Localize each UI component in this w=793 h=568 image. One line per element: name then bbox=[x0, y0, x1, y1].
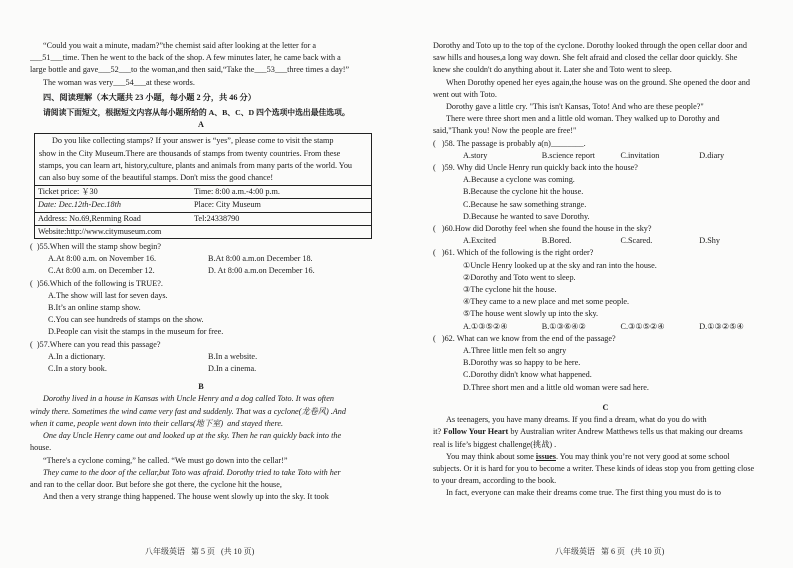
option: C.Scared. bbox=[620, 236, 653, 246]
passage-b-cont-line: There were three short men and a little old woman. They walked up to Dorothy and bbox=[446, 114, 720, 124]
option: B.At 8:00 a.m.on December 18. bbox=[208, 254, 313, 264]
ad-line: show in the City Museum.There are thousands of stamps from twenty countries. From these bbox=[39, 148, 341, 158]
option: B.science report bbox=[541, 150, 595, 160]
text: You may think about some bbox=[446, 451, 536, 461]
passage-b-cont-line: went out with Toto. bbox=[433, 89, 497, 99]
q57-options bbox=[30, 363, 372, 375]
option: C.③①⑤②④ bbox=[620, 321, 665, 331]
option: D.Three short men and a little old woman were sad here. bbox=[463, 382, 649, 392]
ad-line: stamps, you can learn art, history,culture, plants and animals from many parts of the world. You bbox=[39, 160, 353, 170]
question-59: ( )59. Why did Uncle Henry run quickly back into the house? bbox=[433, 163, 638, 173]
show-time: Time: 8:00 a.m.-4:00 p.m. bbox=[194, 187, 280, 197]
order-item: ④They came to a new place and met some people. bbox=[463, 297, 630, 307]
passage-b-line: and ran to the cellar door. But before she got there, the cyclone hit the house, bbox=[30, 479, 282, 489]
question-57: ( )57.Where can you read this passage? bbox=[30, 339, 161, 349]
option: B.Dorothy was so happy to be here. bbox=[463, 358, 581, 368]
passage-b-line: house. bbox=[30, 443, 52, 453]
passage-b-line: when it came, people went down into their cellars(地下室) and stayed there. bbox=[30, 418, 284, 428]
right-page-footer: 八年级英语 第 6 页 (共 10 页) bbox=[555, 547, 665, 556]
q55-options bbox=[30, 265, 372, 277]
option: B.Bored. bbox=[541, 236, 572, 246]
order-item: ⑤The house went slowly up into the sky. bbox=[463, 309, 599, 319]
passage-b-line: windy there. Sometimes the wind came very fast and suddenly. That was a cyclone(龙卷风) .And bbox=[30, 406, 346, 416]
passage-b-line: Dorothy lived in a house in Kansas with Uncle Henry and a dog called Toto. It was often bbox=[43, 394, 334, 404]
option: D.In a cinema. bbox=[208, 364, 257, 374]
option: A.Excited bbox=[463, 236, 496, 246]
text: by Australian writer Andrew Matthews tells us that making our dreams bbox=[508, 427, 743, 437]
option: B.Because the cyclone hit the house. bbox=[463, 187, 584, 197]
address: Address: No.69,Renming Road bbox=[38, 213, 141, 223]
website: Website:http://www.citymuseum.com bbox=[38, 226, 162, 236]
option: A.Three little men felt so angry bbox=[463, 346, 567, 356]
passage-b-line: One day Uncle Henry came out and looked up at the sky. Then he ran quickly back into the bbox=[43, 431, 342, 441]
left-page bbox=[30, 40, 372, 503]
option: D.diary bbox=[699, 150, 725, 160]
passage-c-line bbox=[433, 426, 778, 438]
cloze-line-1: “Could you wait a minute, madam?”the chemist said after looking at the letter for a bbox=[43, 41, 317, 50]
cloze-line-3: large bottle and gave___52___to the woman,and then said,“Take the___53___three times a day!” bbox=[30, 65, 350, 75]
question-55: ( )55.When will the stamp show begin? bbox=[30, 242, 161, 252]
question-58: ( )58. The passage is probably a(n)________. bbox=[433, 138, 586, 148]
passage-c-line: real is life’s biggest challenge(挑战) . bbox=[433, 439, 557, 449]
ad-text bbox=[35, 134, 371, 186]
passage-b-cont-line: Dorothy gave a little cry. "This isn't Kansas, Toto! And who are these people?" bbox=[446, 102, 704, 112]
ad-line: can also buy some of the beautiful stamps. Don't miss the good chance! bbox=[39, 173, 274, 183]
passage-b-line: They came to the door of the cellar,but Toto was afraid. Dorothy tried to take Toto with her bbox=[43, 467, 341, 477]
option: C.Dorothy didn't know what happened. bbox=[463, 370, 592, 380]
text: . You may think you’re not very good at some school bbox=[555, 451, 730, 461]
option: C.You can see hundreds of stamps on the show. bbox=[48, 315, 204, 325]
info-row bbox=[35, 226, 371, 238]
passage-b-line: And then a very strange thing happened. The house went slowly up into the sky. It took bbox=[43, 492, 329, 502]
option: A.At 8:00 a.m. on November 16. bbox=[48, 254, 157, 264]
ticket-price: Ticket price: ￥30 bbox=[38, 187, 98, 197]
text: it? bbox=[433, 427, 444, 437]
info-row bbox=[35, 199, 371, 212]
option: A.Because a cyclone was coming. bbox=[463, 175, 575, 185]
passage-b-cont-line: Dorothy and Toto up to the top of the cyclone. Dorothy looked through the open cellar door and bbox=[433, 41, 747, 50]
question-60: ( )60.How did Dorothy feel when she found the house in the sky? bbox=[433, 224, 652, 234]
order-item: ③The cyclone hit the house. bbox=[463, 285, 557, 295]
ad-line: Do you like collecting stamps? If your answer is “yes”, please come to visit the stamp bbox=[52, 136, 334, 146]
passage-c-line bbox=[433, 451, 778, 463]
info-row bbox=[35, 213, 371, 226]
passage-c-line: As teenagers, you have many dreams. If you find a dream, what do you do with bbox=[446, 415, 707, 425]
left-page-footer: 八年级英语 第 5 页 (共 10 页) bbox=[145, 547, 255, 556]
option: C.In a story book. bbox=[48, 364, 107, 374]
q58-options bbox=[433, 150, 778, 162]
passage-b-line: “There's a cyclone coming,” he called. “We must go down into the cellar!” bbox=[43, 455, 288, 465]
option: D.Shy bbox=[699, 236, 720, 246]
passage-c-line: subjects. Or it is hard for you to become a writer. These kinds of ideas stop you from getting close bbox=[433, 463, 755, 473]
question-56: ( )56.Which of the following is TRUE?. bbox=[30, 278, 163, 288]
passage-c-line: In fact, everyone can make their dreams come true. The first thing you must do is to bbox=[446, 488, 721, 498]
option: D.Because he wanted to save Dorothy. bbox=[463, 211, 590, 221]
q55-options bbox=[30, 253, 372, 265]
option: A.story bbox=[463, 150, 488, 160]
passage-c-line: to your dream, according to the book. bbox=[433, 476, 557, 486]
option: C.Because he saw something strange. bbox=[463, 199, 587, 209]
question-61: ( )61. Which of the following is the right order? bbox=[433, 248, 594, 258]
option: B.In a website. bbox=[208, 351, 258, 361]
q61-options bbox=[433, 321, 778, 333]
show-place: Place: City Museum bbox=[194, 200, 261, 210]
q57-options bbox=[30, 351, 372, 363]
option: C.invitation bbox=[620, 150, 660, 160]
passage-c-label: C bbox=[602, 402, 609, 412]
section-instruction: 请阅读下面短文，根据短文内容从每小题所给的 A、B、C、D 四个选项中选出最佳选项。 bbox=[43, 108, 350, 118]
option: A.①③⑤②④ bbox=[463, 321, 508, 331]
passage-b-cont-line: When Dorothy opened her eyes again,the house was on the ground. She opened the door and bbox=[446, 77, 750, 87]
option: D.①③②⑤④ bbox=[699, 321, 744, 331]
passage-b-cont-line: said,"Thank you! Now the people are free!" bbox=[433, 126, 577, 136]
telephone: Tel:24338790 bbox=[194, 213, 240, 223]
right-page bbox=[433, 40, 778, 500]
option: B.①③⑥④② bbox=[541, 321, 586, 331]
option: B.It’s an online stamp show. bbox=[48, 303, 141, 313]
order-item: ①Uncle Henry looked up at the sky and ran into the house. bbox=[463, 260, 657, 270]
passage-a-label: A bbox=[198, 120, 204, 130]
option: D. At 8:00 a.m.on December 16. bbox=[208, 266, 315, 276]
cloze-line-4: The woman was very___54___at these words. bbox=[43, 77, 195, 87]
question-62: ( )62. What can we know from the end of the passage? bbox=[433, 333, 616, 343]
passage-b-cont-line: knew she couldn't do anything about it. Later she and Toto went to sleep. bbox=[433, 65, 672, 75]
option: D.People can visit the stamps in the museum for free. bbox=[48, 327, 224, 337]
option: A.In a dictionary. bbox=[48, 351, 106, 361]
info-row bbox=[35, 186, 371, 199]
section-title: 四、阅读理解（本大题共 23 小题，每小题 2 分，共 46 分） bbox=[43, 92, 256, 102]
cloze-line-2: ___51___time. Then he went to the back of the shop. A few minutes later, he came back with a bbox=[30, 53, 341, 63]
stamp-show-ad bbox=[34, 133, 372, 239]
book-title: Follow Your Heart bbox=[443, 427, 509, 437]
underlined-word: issues bbox=[535, 451, 556, 461]
option: A.The show will last for seven days. bbox=[48, 290, 168, 300]
show-date: Date: Dec.12th-Dec.18th bbox=[38, 200, 121, 210]
q60-options bbox=[433, 235, 778, 247]
option: C.At 8:00 a.m. on December 12. bbox=[48, 266, 155, 276]
passage-b-label: B bbox=[198, 382, 204, 392]
order-item: ②Dorothy and Toto went to sleep. bbox=[463, 272, 576, 282]
passage-b-cont-line: saw hills and houses,a long way down. She felt afraid and closed the cellar door quickly. She bbox=[433, 53, 738, 63]
